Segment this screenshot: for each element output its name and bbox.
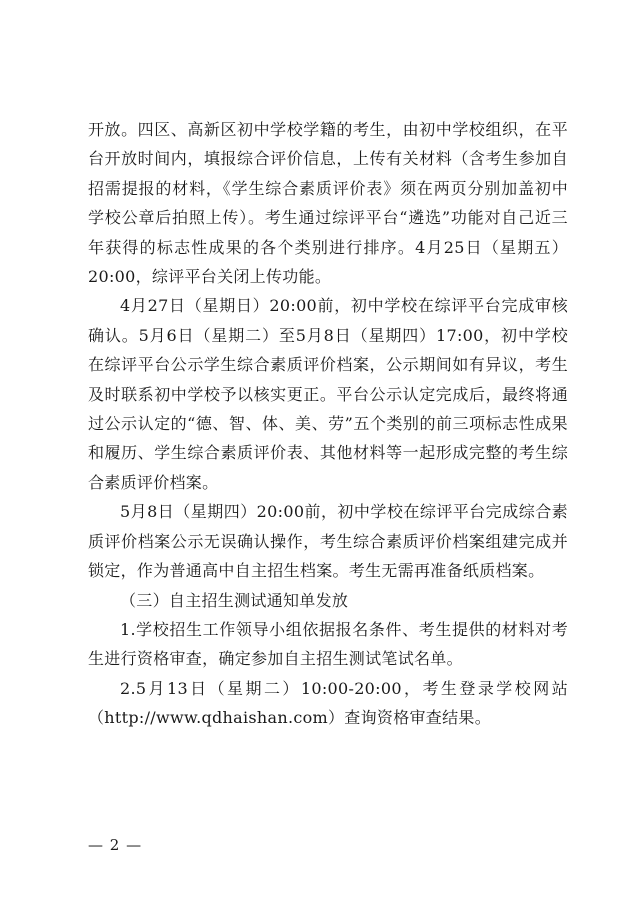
list-item-qualification-review: 1.学校招生工作领导小组依据报名条件、考生提供的材料对考生进行资格审查，确定参加自主招生测试笔试名单。: [88, 619, 568, 669]
paragraph-archive-lock: 5月8日（星期四）20:00前，初中学校在综评平台完成综合素质评价档案公示无误确认操作，考生综合素质评价档案组建完成并锁定，作为普通高中自主招生档案。考生无需再准备纸质档案。: [88, 502, 568, 581]
paragraph-platform-upload: 开放。四区、高新区初中学校学籍的考生，由初中学校组织，在平台开放时间内，填报综合评价信息，上传有关材料（含考生参加自招需提报的材料，《学生综合素质评价表》须在两页分别加盖初中学校公章后拍照上传）。考生通过综评平台“遴选”功能对自己近三年获得的标志性成果的各个类别进行排序。4月25日（星期五）20:00，综评平台关闭上传功能。: [88, 120, 568, 287]
page-number: — 2 —: [88, 836, 143, 854]
document-body: [88, 115, 568, 733]
paragraph-review-publicity: 4月27日（星期日）20:00前，初中学校在综评平台完成审核确认。5月6日（星期二）至5月8日（星期四）17:00，初中学校在综评平台公示学生综合素质评价档案，公示期间如有异议，考生及时联系初中学校予以核实更正。平台公示认定完成后，最终将通过公示认定的“德、智、体、美、劳”五个类别的前三项标志性成果和履历、学生综合素质评价表、其他材料等一起形成完整的考生综合素质评价档案。: [88, 296, 568, 492]
list-item-result-query: 2.5月13日（星期二）10:00-20:00，考生登录学校网站（http://www.qdhaishan.com）查询资格审查结果。: [88, 678, 568, 728]
section-heading: （三）自主招生测试通知单发放: [120, 590, 349, 610]
